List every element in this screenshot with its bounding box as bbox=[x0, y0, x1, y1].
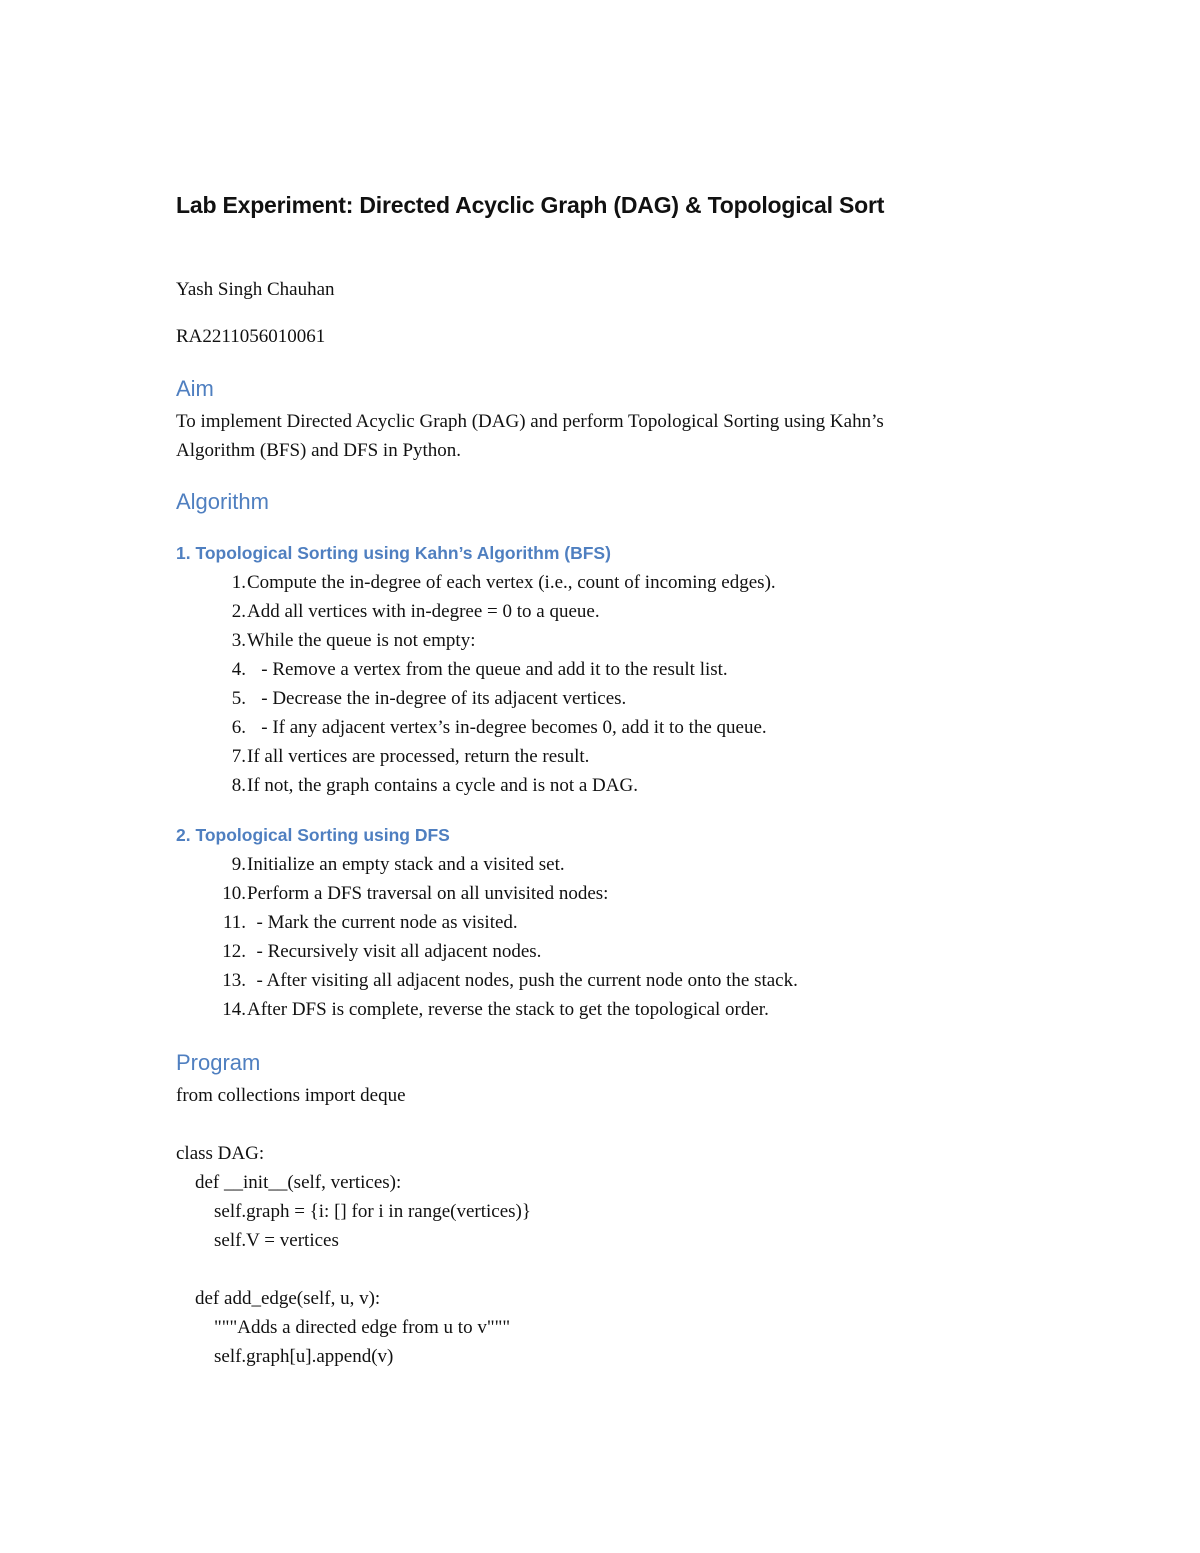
step-text: Add all vertices with in-degree = 0 to a queue. bbox=[247, 601, 600, 622]
step-number: 2. bbox=[231, 601, 246, 622]
code-line: """Adds a directed edge from u to v""" bbox=[176, 1317, 511, 1338]
step-number: 14. bbox=[222, 999, 246, 1020]
list-item bbox=[176, 630, 476, 659]
code-line: self.graph[u].append(v) bbox=[176, 1346, 394, 1367]
dfs-steps-list bbox=[176, 854, 798, 1028]
list-item bbox=[176, 717, 767, 746]
list-item bbox=[176, 883, 609, 912]
step-text: - After visiting all adjacent nodes, push the current node onto the stack. bbox=[247, 970, 798, 991]
step-number: 12. bbox=[222, 941, 246, 962]
code-line: def __init__(self, vertices): bbox=[176, 1172, 402, 1193]
step-text: - Recursively visit all adjacent nodes. bbox=[247, 941, 542, 962]
list-item bbox=[176, 688, 627, 717]
step-number: 6. bbox=[231, 717, 246, 738]
step-text: If all vertices are processed, return the result. bbox=[247, 746, 590, 767]
program-code bbox=[176, 1085, 531, 1375]
code-line: def add_edge(self, u, v): bbox=[176, 1288, 381, 1309]
step-text: Perform a DFS traversal on all unvisited nodes: bbox=[247, 883, 609, 904]
code-line bbox=[176, 1114, 531, 1143]
aim-text-line-2: Algorithm (BFS) and DFS in Python. bbox=[176, 440, 462, 461]
list-item bbox=[176, 970, 798, 999]
step-number: 9. bbox=[231, 854, 246, 875]
list-item bbox=[176, 941, 542, 970]
code-line: from collections import deque bbox=[176, 1085, 406, 1106]
list-item bbox=[176, 854, 565, 883]
kahn-subheading: 1. Topological Sorting using Kahn’s Algorithm (BFS) bbox=[176, 543, 611, 563]
step-number: 8. bbox=[231, 775, 246, 796]
step-number: 11. bbox=[222, 912, 246, 933]
list-item bbox=[176, 999, 769, 1028]
step-text: If not, the graph contains a cycle and is not a DAG. bbox=[247, 775, 638, 796]
step-number: 5. bbox=[231, 688, 246, 709]
list-item bbox=[176, 601, 600, 630]
aim-text-line-1: To implement Directed Acyclic Graph (DAG) and perform Topological Sorting using Kahn’s bbox=[176, 411, 884, 432]
aim-heading: Aim bbox=[176, 376, 214, 401]
list-item bbox=[176, 572, 776, 601]
step-text: Initialize an empty stack and a visited set. bbox=[247, 854, 565, 875]
list-item bbox=[176, 912, 518, 941]
program-heading: Program bbox=[176, 1050, 261, 1075]
list-item bbox=[176, 775, 638, 804]
step-text: After DFS is complete, reverse the stack to get the topological order. bbox=[247, 999, 769, 1020]
step-text: While the queue is not empty: bbox=[247, 630, 476, 651]
step-number: 1. bbox=[231, 572, 246, 593]
algorithm-heading: Algorithm bbox=[176, 489, 269, 514]
list-item bbox=[176, 746, 590, 775]
code-line: class DAG: bbox=[176, 1143, 265, 1164]
kahn-steps-list bbox=[176, 572, 776, 804]
document-title: Lab Experiment: Directed Acyclic Graph (DAG) & Topological Sort bbox=[176, 192, 885, 218]
step-number: 3. bbox=[231, 630, 246, 651]
step-text: - If any adjacent vertex’s in-degree becomes 0, add it to the queue. bbox=[247, 717, 767, 738]
step-text: - Remove a vertex from the queue and add it to the result list. bbox=[247, 659, 728, 680]
step-number: 4. bbox=[231, 659, 246, 680]
step-text: - Decrease the in-degree of its adjacent vertices. bbox=[247, 688, 627, 709]
code-line: self.V = vertices bbox=[176, 1230, 339, 1251]
code-line bbox=[176, 1259, 531, 1288]
step-number: 7. bbox=[231, 746, 246, 767]
dfs-subheading: 2. Topological Sorting using DFS bbox=[176, 825, 450, 845]
step-number: 10. bbox=[222, 883, 246, 904]
registration-number: RA2211056010061 bbox=[176, 326, 326, 347]
step-number: 13. bbox=[222, 970, 246, 991]
author-name: Yash Singh Chauhan bbox=[176, 279, 335, 300]
code-line: self.graph = {i: [] for i in range(vertices)} bbox=[176, 1201, 531, 1222]
step-text: - Mark the current node as visited. bbox=[247, 912, 518, 933]
list-item bbox=[176, 659, 728, 688]
step-text: Compute the in-degree of each vertex (i.e., count of incoming edges). bbox=[247, 572, 776, 593]
